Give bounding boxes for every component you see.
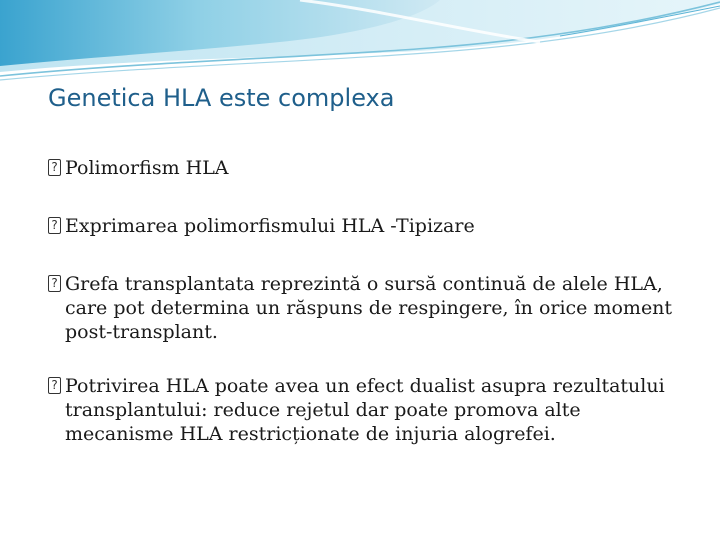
- bullet-item: [48, 374, 688, 446]
- bullet-item: [48, 156, 688, 180]
- slide-title: Genetica HLA este complexa: [48, 84, 395, 112]
- missing-glyph-bullet-icon: ?: [48, 377, 61, 394]
- bullet-list: [48, 156, 688, 480]
- missing-glyph-bullet-icon: ?: [48, 217, 61, 234]
- bullet-item: [48, 214, 688, 238]
- bullet-text: Grefa transplantata reprezintă o sursă continuă de alele HLA, care pot determina un răspuns de respingere, în orice moment post-transplant.: [65, 273, 673, 343]
- missing-glyph-bullet-icon: ?: [48, 275, 61, 292]
- bullet-text: Potrivirea HLA poate avea un efect dualist asupra rezultatului transplantului: reduce rejetul dar poate promova alte mecanisme HLA restricționate de injuria alogrefei.: [65, 375, 665, 445]
- top-wave-decoration: [0, 0, 720, 90]
- bullet-text: Polimorfism HLA: [65, 157, 229, 179]
- missing-glyph-bullet-icon: ?: [48, 159, 61, 176]
- bullet-item: [48, 272, 688, 344]
- bullet-text: Exprimarea polimorfismului HLA -Tipizare: [65, 215, 475, 237]
